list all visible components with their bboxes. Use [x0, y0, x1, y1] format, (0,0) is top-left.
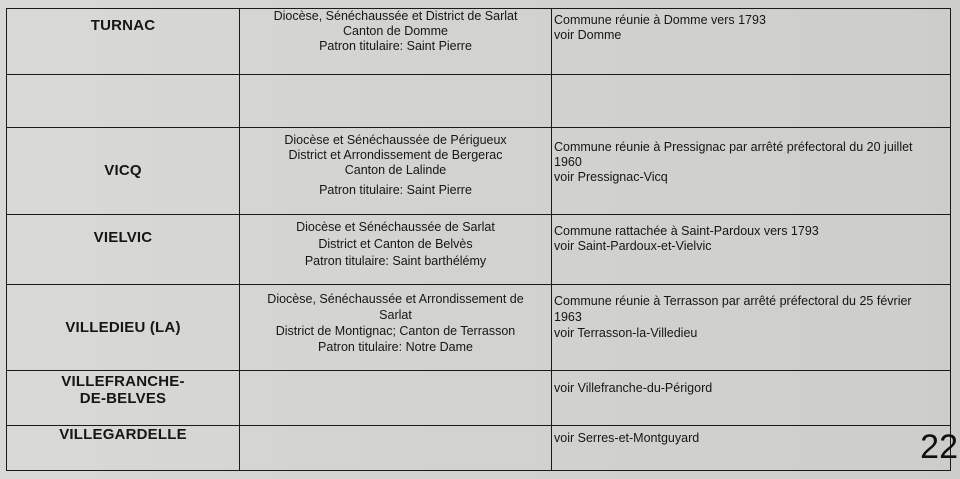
note-cell	[552, 128, 951, 215]
note-line: voir Pressignac-Vicq	[554, 170, 668, 184]
commune-name: VILLEDIEU (LA)	[65, 319, 181, 336]
note-line: voir Saint-Pardoux-et-Vielvic	[554, 239, 712, 253]
note-text	[552, 128, 950, 185]
note-text	[552, 285, 950, 341]
history-cell	[240, 371, 552, 426]
history-cell	[240, 426, 552, 471]
history-text	[240, 9, 551, 54]
commune-name: VICQ	[104, 162, 142, 179]
table-row	[7, 9, 951, 75]
commune-name: VIELVIC	[93, 229, 153, 246]
history-text	[240, 285, 551, 355]
note-line: Commune réunie à Domme vers 1793	[554, 13, 766, 27]
history-line: District et Arrondissement de Bergerac	[288, 148, 503, 162]
history-text	[240, 215, 551, 270]
history-line: Diocèse, Sénéchaussée et District de Sarlat	[273, 9, 518, 23]
table-row	[7, 75, 951, 128]
history-cell	[240, 128, 552, 215]
history-line: District et Canton de Belvès	[318, 237, 473, 251]
note-text	[552, 371, 950, 396]
commune-name	[7, 371, 239, 407]
note-line: Commune réunie à Pressignac par arrêté préfectoral du 20 juillet	[554, 140, 913, 154]
commune-register-table	[6, 8, 951, 471]
note-text	[552, 426, 950, 446]
note-text	[552, 9, 950, 43]
history-line: Patron titulaire: Notre Dame	[318, 340, 473, 354]
history-cell	[240, 9, 552, 75]
note-line: Commune réunie à Terrasson par arrêté préfectoral du 25 février	[554, 294, 912, 308]
history-line: Canton de Domme	[343, 24, 448, 38]
note-cell	[552, 371, 951, 426]
commune-name-cell	[7, 75, 240, 128]
table-row	[7, 215, 951, 285]
commune-name-line: VILLEFRANCHE-	[61, 373, 185, 390]
table-row	[7, 128, 951, 215]
note-cell	[552, 285, 951, 371]
history-cell	[240, 75, 552, 128]
commune-name-cell	[7, 426, 240, 471]
history-text	[240, 128, 551, 198]
commune-name-cell	[7, 9, 240, 75]
note-line: 1960	[554, 155, 582, 169]
commune-name-cell	[7, 285, 240, 371]
history-line: Patron titulaire: Saint barthélémy	[304, 254, 487, 268]
commune-name: TURNAC	[90, 17, 156, 34]
history-line: Canton de Lalinde	[344, 163, 447, 177]
commune-name: VILLEGARDELLE	[59, 426, 187, 443]
history-line: District de Montignac; Canton de Terrasson	[275, 324, 516, 338]
note-line: Commune rattachée à Saint-Pardoux vers 1793	[554, 224, 819, 238]
history-line: Diocèse et Sénéchaussée de Sarlat	[296, 220, 495, 234]
note-line: voir Villefranche-du-Périgord	[554, 381, 713, 395]
history-cell	[240, 285, 552, 371]
history-line: Sarlat	[379, 308, 412, 322]
note-cell	[552, 215, 951, 285]
commune-name-cell	[7, 371, 240, 426]
history-line: Patron titulaire: Saint Pierre	[319, 183, 472, 197]
note-line: voir Domme	[554, 28, 622, 42]
history-line: Diocèse, Sénéchaussée et Arrondissement de	[267, 292, 524, 306]
history-line: Patron titulaire: Saint Pierre	[319, 39, 472, 53]
page-number: 22	[920, 428, 958, 466]
commune-name-line: DE-BELVES	[79, 390, 167, 407]
commune-name-cell	[7, 128, 240, 215]
table-row	[7, 371, 951, 426]
note-cell	[552, 75, 951, 128]
table-row	[7, 285, 951, 371]
history-line: Diocèse et Sénéchaussée de Périgueux	[284, 133, 507, 147]
history-cell	[240, 215, 552, 285]
note-line: 1963	[554, 310, 582, 324]
note-cell	[552, 426, 951, 471]
note-line: voir Terrasson-la-Villedieu	[554, 326, 698, 340]
commune-name-cell	[7, 215, 240, 285]
table-row	[7, 426, 951, 471]
note-cell	[552, 9, 951, 75]
note-line: voir Serres-et-Montguyard	[554, 431, 700, 445]
note-text	[552, 215, 950, 254]
